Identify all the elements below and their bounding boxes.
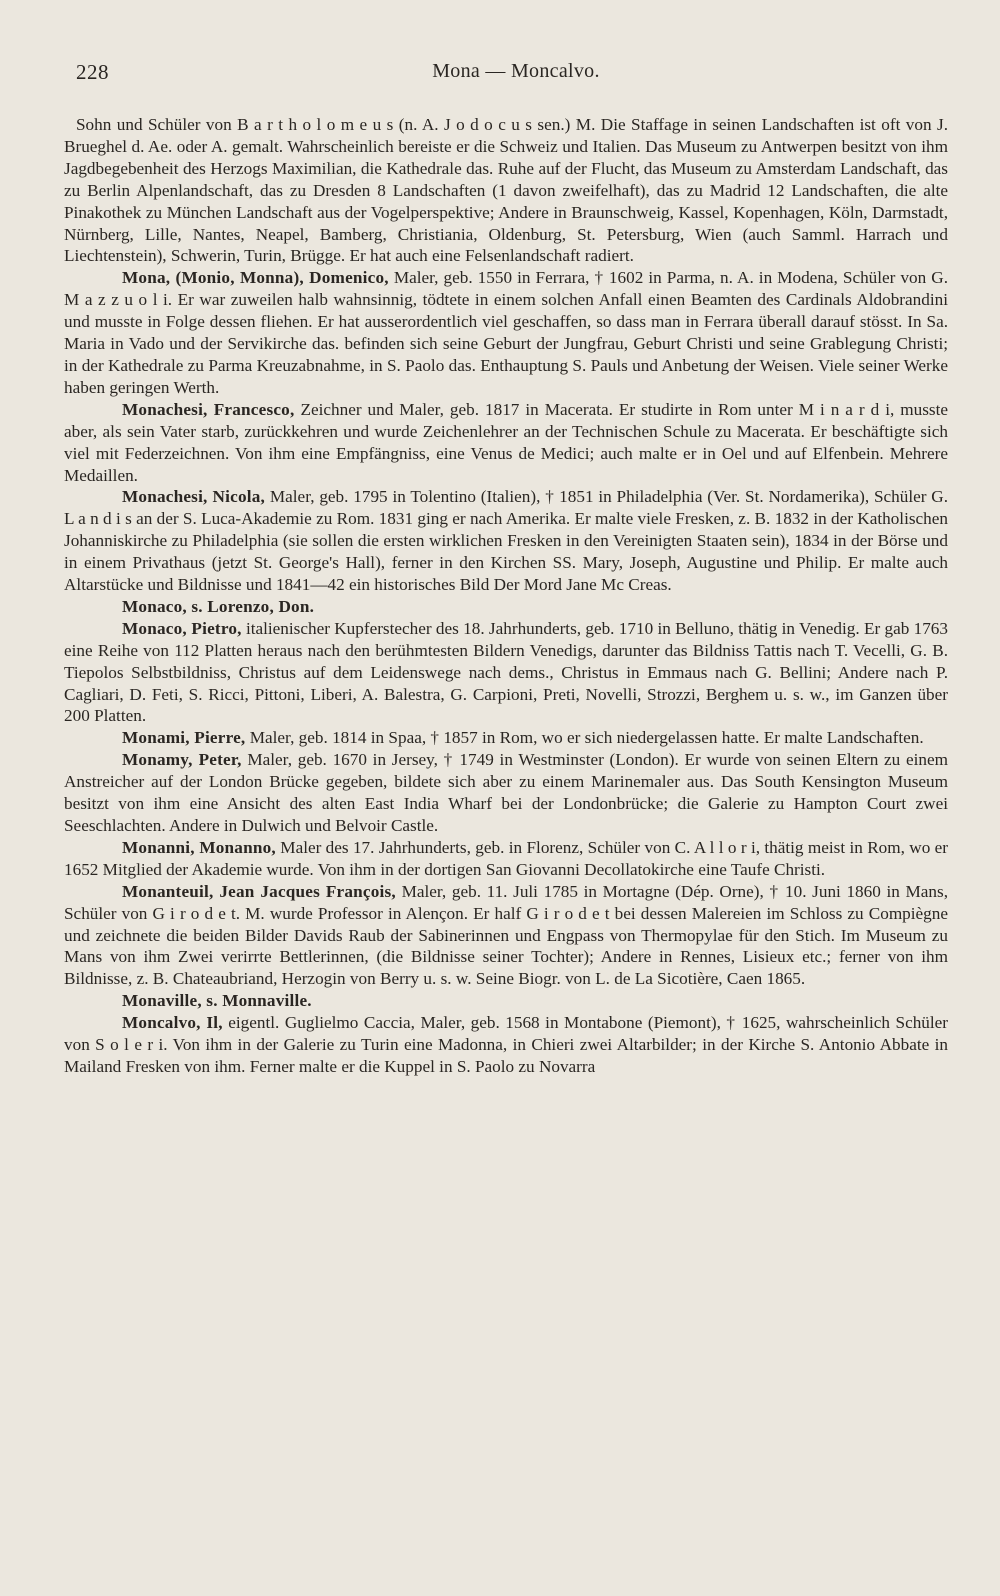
entry-text: Maler, geb. 1670 in Jersey, † 1749 in Westminster (London). Er wurde von seinen Eltern zu einem Anstreicher auf der London Brücke gegeben, bildete sich aber zu einem Marinemaler aus. Das South Kensington Museum besitzt von ihm eine Ansicht des alten East India Wharf bei der Londonbrücke; die Galerie zu Hampton Court zwei Seeschlachten. Andere in Dulwich und Belvoir Castle. <box>64 750 949 835</box>
running-head: Mona — Moncalvo. <box>432 60 600 82</box>
entry-text: eigentl. Guglielmo Caccia, Maler, geb. 1568 in Montabone (Piemont), † 1625, wahrscheinlich Schüler von S o l e r i. Von ihm in der Galerie zu Turin eine Madonna, in Chieri zwei Altarbilder; in der Kirche S. Antonio Abbate in Mailand Fresken von ihm. Ferner malte er die Kuppel in S. Paolo zu Novarra <box>64 1013 949 1076</box>
entry-monaco-pietro <box>64 618 948 728</box>
entry-headword: Monachesi, Francesco, <box>122 399 295 419</box>
page-header <box>76 60 956 90</box>
entry-monaville-cross-reference <box>64 990 948 1012</box>
entry-headword: Moncalvo, Il, <box>122 1013 223 1033</box>
page-number: 228 <box>76 60 109 84</box>
entry-mona-domenico <box>64 267 948 398</box>
entry-headword: Monaville, s. Monnaville. <box>122 991 312 1011</box>
entry-headword: Monanteuil, Jean Jacques François, <box>122 881 396 901</box>
entry-headword: Monaco, s. Lorenzo, Don. <box>122 596 315 616</box>
entry-text: Maler, geb. 1814 in Spaa, † 1857 in Rom, wo er sich niedergelassen hatte. Er malte Landschaften. <box>249 728 924 748</box>
entry-text: Maler, geb. 1550 in Ferrara, † 1602 in Parma, n. A. in Modena, Schüler von G. M a z z u o l i. Er war zuweilen halb wahnsinnig, tödtete in einem solchen Anfall einen Beamten des Cardinals Aldobrandini und musste in Folge dessen fliehen. Er hat ausserordentlich viel geschaffen, so dass man in Ferrara überall darauf stösst. In Sa. Maria in Vado und der Servikirche das. befinden sich seine Geburt der Jungfrau, Geburt Christi und seine Grablegung Christi; in der Kathedrale zu Parma Kreuzabnahme, in S. Paolo das. Enthauptung S. Pauls und Anbetung der Weisen. Viele seiner Werke haben geringen Werth. <box>64 268 948 397</box>
entry-text: Zeichner und Maler, geb. 1817 in Macerata. Er studirte in Rom unter M i n a r d i, musste aber, als sein Vater starb, zurückkehren und wurde Zeichenlehrer an der Technischen Schule zu Macerata. Er beschäftigte sich viel mit Federzeichnen. Von ihm eine Empfängniss, eine Venus de Medici; auch malte er in Oel und auf Elfenbein. Mehrere Medaillen. <box>64 399 948 485</box>
entry-monanni-monanno <box>64 837 948 881</box>
entry-monami-pierre <box>64 727 948 749</box>
entry-headword: Monaco, Pietro, <box>122 618 242 638</box>
dictionary-text <box>64 114 948 1078</box>
entry-text: Maler, geb. 11. Juli 1785 in Mortagne (Dép. Orne), † 10. Juni 1860 in Mans, Schüler von G i r o d e t. M. wurde Professor in Alençon. Er half G i r o d e t bei dessen Malereien im Schloss zu Compiègne und zeichnete die beiden Bilder Davids Raub der Sabinerinnen und Engpass von Thermopylae für den Stich. Im Museum zu Mans von ihm Zwei verirrte Bettlerinnen, (die Bildnisse seiner Tochter); Andere in Rennes, Lisieux etc.; ferner von ihm Bildnisse, z. B. Chateaubriand, Herzogin von Berry u. s. w. Seine Biogr. von L. de La Sicotière, Caen 1865. <box>64 881 948 989</box>
entry-headword: Monamy, Peter, <box>122 750 242 770</box>
entry-monachesi-francesco <box>64 399 948 487</box>
entry-monamy-peter <box>64 749 948 837</box>
entry-monachesi-nicola <box>64 486 948 596</box>
entry-headword: Monami, Pierre, <box>122 728 246 748</box>
entry-monaco-cross-reference <box>64 596 948 618</box>
entry-headword: Monachesi, Nicola, <box>122 487 266 507</box>
entry-monanteuil <box>64 881 948 991</box>
entry-text: Sohn und Schüler von B a r t h o l o m e u s (n. A. J o d o c u s sen.) M. Die Staffage in seinen Landschaften ist oft von J. Brueghel d. Ae. oder A. gemalt. Wahrscheinlich bereiste er die Schweiz und Italien. Das Museum zu Antwerpen besitzt von ihm Jagdbegebenheit des Herzogs Maximilian, die Kathedrale das. Ruhe auf der Flucht, das Museum zu Amsterdam Landschaft, das zu Berlin Alpenlandschaft, das zu Dresden 8 Landschaften (1 davon zweifelhaft), das zu Madrid 12 Landschaften, die alte Pinakothek zu München Landschaft aus der Vogelperspektive; Andere in Braunschweig, Kassel, Kopenhagen, Köln, Darmstadt, Nürnberg, Lille, Nantes, Neapel, Bamberg, Christiania, Oldenburg, St. Petersburg, Wien (auch Samml. Harrach und Liechtenstein), Schwerin, Turin, Brügge. Er hat auch eine Felsenlandschaft radiert. <box>64 115 948 266</box>
entry-continuation <box>64 114 948 267</box>
entry-text: Maler, geb. 1795 in Tolentino (Italien), † 1851 in Philadelphia (Ver. St. Nordamerika), Schüler G. L a n d i s an der S. Luca-Akademie zu Rom. 1831 ging er nach Amerika. Er malte viele Fresken, z. B. 1832 in der Katholischen Johanniskirche zu Philadelphia (sie sollen die ersten wirklichen Fresken in den Vereinigten Staaten sein), 1834 in der Börse und in einem Privathaus (jetzt St. George's Hall), ferner in den Kirchen SS. Mary, Joseph, Augustine und Philip. Er malte auch Altarstücke und Bildnisse und 1841—42 ein historisches Bild Der Mord Jane Mc Creas. <box>64 487 949 595</box>
entry-headword: Monanni, Monanno, <box>122 837 276 857</box>
entry-text: italienischer Kupferstecher des 18. Jahrhunderts, geb. 1710 in Belluno, thätig in Venedig. Er gab 1763 eine Reihe von 112 Platten heraus nach den berühmtesten Bildern Venedigs, darunter das Bildniss Tattis nach T. Vecelli, G. B. Tiepolos Selbstbildniss, Christus auf dem Leidenswege nach dems., Christus in Emmaus nach G. Bellini; Andere nach P. Cagliari, D. Feti, S. Ricci, Pittoni, Liberi, A. Balestra, G. Carpioni, Preti, Novelli, Strozzi, Berghem u. s. w., im Ganzen über 200 Platten. <box>64 618 948 726</box>
entry-headword: Mona, (Monio, Monna), Domenico, <box>122 268 389 288</box>
entry-moncalvo <box>64 1012 948 1078</box>
entry-text: Maler des 17. Jahrhunderts, geb. in Florenz, Schüler von C. A l l o r i, thätig meist in Rom, wo er 1652 Mitglied der Akademie wurde. Von ihm in der dortigen San Giovanni Decollatokirche eine Taufe Christi. <box>64 837 949 879</box>
